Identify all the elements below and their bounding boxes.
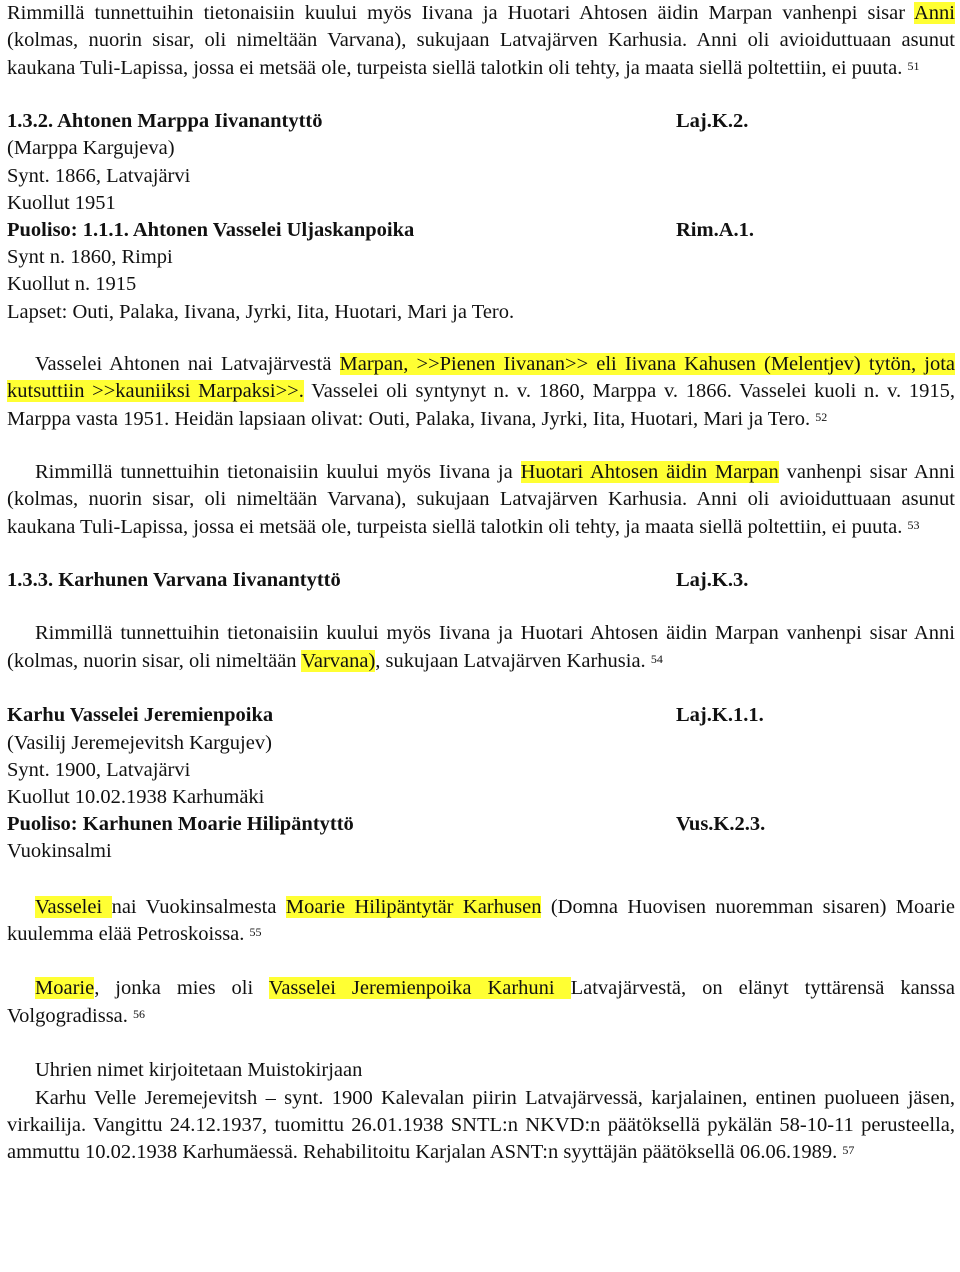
record-ref: Laj.K.3.	[676, 569, 749, 592]
record-born: Synt. 1900, Latvajärvi	[7, 758, 191, 781]
footnote-ref-53: 53	[907, 517, 920, 532]
text-run: Rimmillä tunnettuihin tietonaisiin kuului myös Iivana ja	[35, 461, 521, 484]
paragraph-vasselei-karhu	[7, 894, 955, 949]
text-run: (kolmas, nuorin sisar, oli nimeltään Varvana), sukujaan Latvajärven Karhusia. Anni oli avioiduttuaan asunut kaukana Tuli-Lapissa, jossa ei metsää ole, turpeista siellä talotkin oli tehty, ja maata siellä poltettiin, ei puuta.	[7, 29, 955, 79]
record-ref: Laj.K.2.	[676, 110, 749, 133]
text-run: , jonka mies oli	[94, 977, 269, 1000]
record-born: Synt. 1866, Latvajärvi	[7, 164, 191, 187]
record-1-3-3	[7, 567, 955, 594]
paragraph-vasselei-ahtonen	[7, 351, 955, 433]
record-spouse: Puoliso: 1.1.1. Ahtonen Vasselei Uljaskanpoika Rim.A.1.	[7, 217, 955, 244]
highlight-huotari: Huotari Ahtosen äidin Marpan	[520, 461, 779, 484]
highlight-vasselei: Vasselei	[35, 895, 112, 918]
footnote-ref-55: 55	[249, 924, 262, 939]
paragraph-rimmilla-3	[7, 620, 955, 675]
footnote-ref-51: 51	[907, 58, 920, 73]
text-run: Rimmillä tunnettuihin tietonaisiin kuului myös Iivana ja Huotari Ahtosen äidin Marpan vanhenpi sisar Anni (kolmas, nuorin sisar, oli nimeltään	[7, 622, 955, 672]
victims-heading: Uhrien nimet kirjoitetaan Muistokirjaan	[35, 1059, 363, 1082]
record-children: Lapset: Outi, Palaka, Iivana, Jyrki, Iita, Huotari, Mari ja Tero.	[7, 300, 515, 323]
highlight-varvana: Varvana)	[301, 649, 376, 672]
record-title: 1.3.3. Karhunen Varvana Iivanantyttö Laj.K.3.	[7, 567, 955, 594]
document-page	[7, 0, 955, 1167]
record-ref: Laj.K.1.1.	[676, 704, 764, 727]
text-run: Latvajärvestä, on elänyt tyttärensä kanssa Volgogradissa.	[7, 977, 955, 1027]
text-run: , sukujaan Latvajärven Karhusia.	[375, 649, 651, 672]
text-run: nai Vuokinsalmesta	[111, 895, 286, 918]
record-spouse-died: Kuollut n. 1915	[7, 273, 137, 296]
text-run: Vasselei oli syntynyt n. v. 1860, Marppa v. 1866. Vasselei kuoli n. v. 1915, Marppa vasta 1951. Heidän lapsiaan olivat: Outi, Palaka, Iivana, Jyrki, Iita, Huotari, Mari ja Tero.	[7, 380, 955, 430]
record-alt-name: (Marppa Kargujeva)	[7, 137, 175, 160]
paragraph-victims	[7, 1085, 955, 1167]
paragraph-moarie	[7, 975, 955, 1030]
text-run: Rimmillä tunnettuihin tietonaisiin kuului myös Iivana ja Huotari Ahtosen äidin Marpan vanhenpi sisar	[7, 2, 914, 24]
record-title: 1.3.2. Ahtonen Marppa Iivanantyttö Laj.K.2.	[7, 108, 955, 135]
highlight-vasselei-karhuni: Vasselei Jeremienpoika Karhuni	[268, 977, 571, 1000]
highlight-moarie-karhusen: Moarie Hilipäntytär Karhusen	[285, 895, 542, 918]
record-spouse-born: Synt n. 1860, Rimpi	[7, 246, 173, 269]
record-spouse-ref: Rim.A.1.	[676, 219, 755, 242]
record-spouse-ref: Vus.K.2.3.	[676, 813, 766, 836]
record-title: Karhu Vasselei Jeremienpoika Laj.K.1.1.	[7, 702, 955, 729]
paragraph-rimmilla-2	[7, 459, 955, 541]
record-alt-name: (Vasilij Jeremejevitsh Kargujev)	[7, 731, 272, 754]
text-run: vanhenpi sisar Anni (kolmas, nuorin sisar, oli nimeltään Varvana), sukujaan Latvajärven Karhusia. Anni oli avioiduttuaan asunut kaukana Tuli-Lapissa, jossa ei metsää ole, turpeista siellä talotkin oli tehty, ja maata siellä poltettiin, ei puuta.	[7, 461, 955, 538]
footnote-ref-57: 57	[842, 1143, 855, 1158]
footnote-ref-54: 54	[650, 651, 663, 666]
text-run: Vasselei Ahtonen nai Latvajärvestä	[35, 352, 340, 375]
record-spouse-place: Vuokinsalmi	[7, 840, 112, 863]
footnote-ref-56: 56	[133, 1006, 146, 1021]
record-died: Kuollut 1951	[7, 191, 116, 214]
record-karhu-vasselei	[7, 702, 955, 865]
highlight-moarie: Moarie	[35, 977, 95, 1000]
record-spouse: Puoliso: Karhunen Moarie Hilipäntyttö Vus.K.2.3.	[7, 811, 955, 838]
text-run: Karhu Velle Jeremejevitsh – synt. 1900 Kalevalan piirin Latvajärvessä, karjalainen, entinen puolueen jäsen, virkailija. Vangittu 24.12.1937, tuomittu 26.01.1938 SNTL:n NKVD:n päätöksellä pykälän 58-10-11 perusteella, ammuttu 10.02.1938 Karhumäessä. Rehabilitoitu Karjalan ASNT:n syyttäjän päätöksellä 06.06.1989.	[7, 1086, 955, 1164]
text-run: (Domna Huovisen nuoremman sisaren) Moarie kuulemma elää Petroskoissa.	[7, 895, 955, 945]
paragraph-rimmilla-1	[7, 0, 955, 82]
highlight-anni: Anni	[914, 2, 955, 24]
highlight-marppa: Marpan, >>Pienen Iivanan>> eli Iivana Kahusen (Melentjev) tytön, jota kutsuttiin >>kauniiksi Marpaksi>>.	[7, 352, 955, 403]
footnote-ref-52: 52	[815, 409, 828, 424]
record-died: Kuollut 10.02.1938 Karhumäki	[7, 785, 265, 808]
record-1-3-2	[7, 108, 955, 326]
